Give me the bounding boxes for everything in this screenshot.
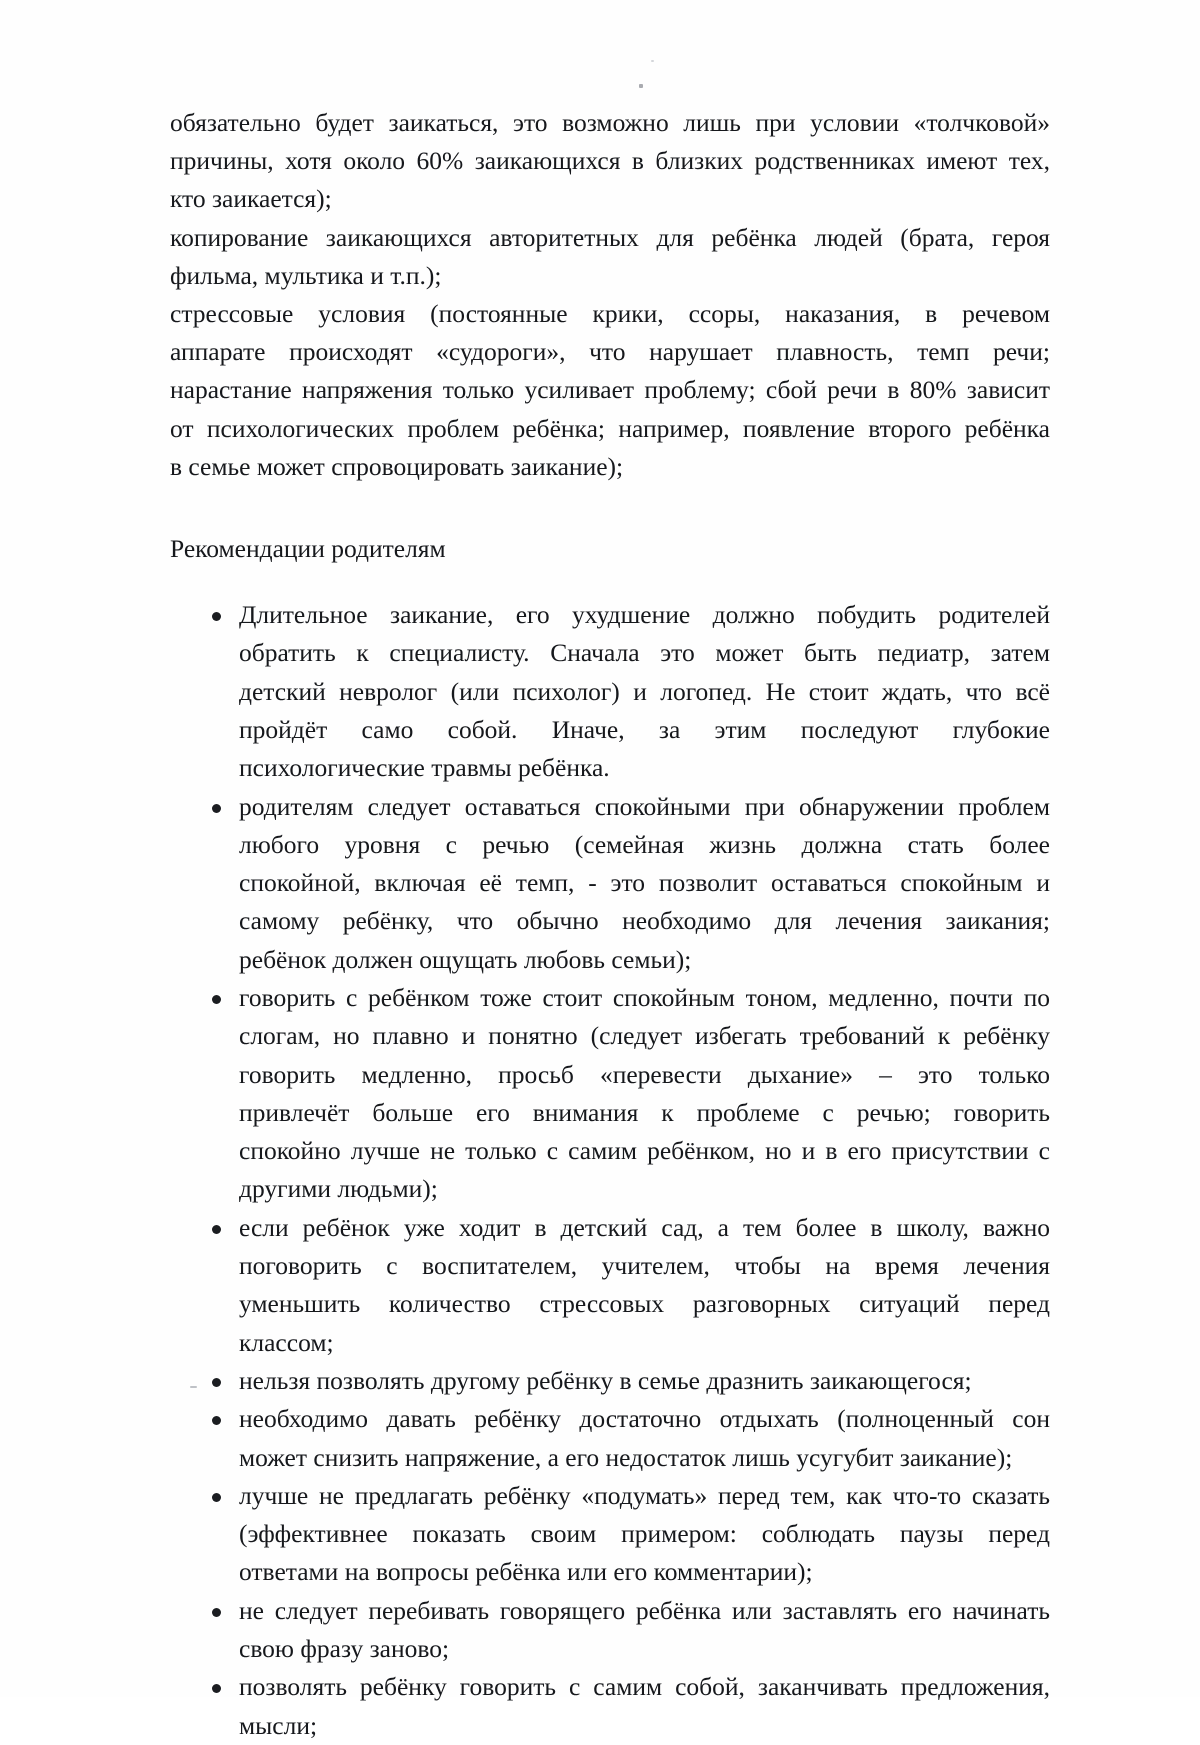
bullet-dot-icon: [212, 1378, 221, 1387]
recommendation-item: [170, 1400, 1050, 1477]
text-line: слогам, но плавно и понятно (следует избегать требований к ребёнку: [239, 1021, 1050, 1051]
intro-line: в семье может спровоцировать заикание);: [170, 451, 624, 481]
intro-line: причины, хотя около 60% заикающихся в близких родственниках имеют тех,: [170, 146, 1050, 176]
text-line: позволять ребёнку говорить с самим собой, заканчивать предложения,: [239, 1672, 1050, 1702]
bullet-dot-icon: [212, 1608, 221, 1617]
scan-artifact-speck-secondary: [651, 60, 654, 62]
text-line: обратить к специалисту. Сначала это может быть педиатр, затем: [239, 638, 1050, 668]
text-line: самому ребёнку, что обычно необходимо для лечения заикания;: [239, 906, 1050, 936]
bullet-dot-icon: [212, 995, 221, 1004]
text-line: классом;: [239, 1327, 334, 1357]
bullet-dot-icon: [212, 1416, 221, 1425]
recommendation-item: [170, 1209, 1050, 1362]
text-line: родителям следует оставаться спокойными при обнаружении проблем: [239, 791, 1050, 821]
recommendation-text: [239, 1477, 1050, 1592]
recommendation-item: [170, 1668, 1050, 1745]
text-line: детский невролог (или психолог) и логопед. Не стоит ждать, что всё: [239, 676, 1050, 706]
text-line: пройдёт само собой. Иначе, за этим последуют глубокие: [239, 714, 1050, 744]
text-line: спокойно лучше не только с самим ребёнком, но и в его присутствии с: [239, 1136, 1050, 1166]
text-line: психологические травмы ребёнка.: [239, 753, 610, 783]
recommendation-text: [239, 788, 1050, 979]
text-line: привлечёт больше его внимания к проблеме с речью; говорить: [239, 1097, 1050, 1127]
text-line: если ребёнок уже ходит в детский сад, а тем более в школу, важно: [239, 1212, 1050, 1242]
text-line: другими людьми);: [239, 1174, 438, 1204]
section-heading: Рекомендации родителям: [170, 534, 446, 564]
intro-line: стрессовые условия (постоянные крики, ссоры, наказания, в речевом: [170, 299, 1050, 329]
recommendation-text: [239, 1668, 1050, 1745]
recommendation-item: [170, 979, 1050, 1209]
intro-line: нарастание напряжения только усиливает проблему; сбой речи в 80% зависит: [170, 375, 1050, 405]
text-line: может снизить напряжение, а его недостаток лишь усугубит заикание);: [239, 1442, 1013, 1472]
intro-line: кто заикается);: [170, 184, 332, 214]
recommendation-item: [170, 1362, 1050, 1400]
recommendation-text: [239, 1362, 1050, 1400]
text-line: лучше не предлагать ребёнку «подумать» перед тем, как что-то сказать: [239, 1480, 1050, 1510]
text-line: (эффективнее показать своим примером: соблюдать паузы перед: [239, 1519, 1050, 1549]
text-line: говорить с ребёнком тоже стоит спокойным тоном, медленно, почти по: [239, 983, 1050, 1012]
text-line: говорить медленно, просьб «перевести дыхание» – это только: [239, 1059, 1050, 1089]
recommendation-text: [239, 1592, 1050, 1669]
recommendation-item: [170, 596, 1050, 787]
text-line: свою фразу заново;: [239, 1634, 450, 1664]
bullet-dot-icon: [212, 612, 221, 621]
text-line: Длительное заикание, его ухудшение должно побудить родителей: [239, 600, 1050, 630]
intro-line: обязательно будет заикаться, это возможно лишь при условии «толчковой»: [170, 108, 1050, 137]
text-line: нельзя позволять другому ребёнку в семье дразнить заикающегося;: [239, 1365, 972, 1395]
scan-artifact-speck: [639, 84, 643, 88]
recommendation-text: [239, 596, 1050, 787]
recommendation-item: [170, 1477, 1050, 1592]
text-line: поговорить с воспитателем, учителем, чтобы на время лечения: [239, 1251, 1050, 1281]
document-text-column: [170, 104, 1050, 1745]
intro-line: от психологических проблем ребёнка; например, появление второго ребёнка: [170, 413, 1050, 443]
text-line: ответами на вопросы ребёнка или его комментарии);: [239, 1557, 813, 1587]
text-line: любого уровня с речью (семейная жизнь должна стать более: [239, 829, 1050, 859]
text-line: ребёнок должен ощущать любовь семьи);: [239, 944, 692, 974]
text-line: уменьшить количество стрессовых разговорных ситуаций перед: [239, 1289, 1050, 1319]
recommendation-item: [170, 1592, 1050, 1669]
recommendation-item: [170, 788, 1050, 979]
text-line: мысли;: [239, 1710, 318, 1740]
intro-line: копирование заикающихся авторитетных для ребёнка людей (брата, героя: [170, 222, 1050, 252]
intro-line: аппарате происходят «судороги», что нарушает плавность, темп речи;: [170, 337, 1050, 367]
recommendation-text: [239, 1400, 1050, 1477]
bullet-dot-icon: [212, 1684, 221, 1693]
text-line: спокойной, включая её темп, - это позволит оставаться спокойным и: [239, 868, 1050, 898]
recommendations-list: [170, 568, 1050, 1745]
bullet-dot-icon: [212, 1493, 221, 1502]
recommendation-text: [239, 979, 1050, 1209]
text-line: необходимо давать ребёнку достаточно отдыхать (полноценный сон: [239, 1404, 1050, 1434]
text-line: не следует перебивать говорящего ребёнка или заставлять его начинать: [239, 1595, 1050, 1625]
bullet-dot-icon: [212, 1225, 221, 1234]
intro-line: фильма, мультика и т.п.);: [170, 260, 442, 290]
bullet-dot-icon: [212, 804, 221, 813]
intro-paragraph: [170, 104, 1050, 486]
recommendation-text: [239, 1209, 1050, 1362]
